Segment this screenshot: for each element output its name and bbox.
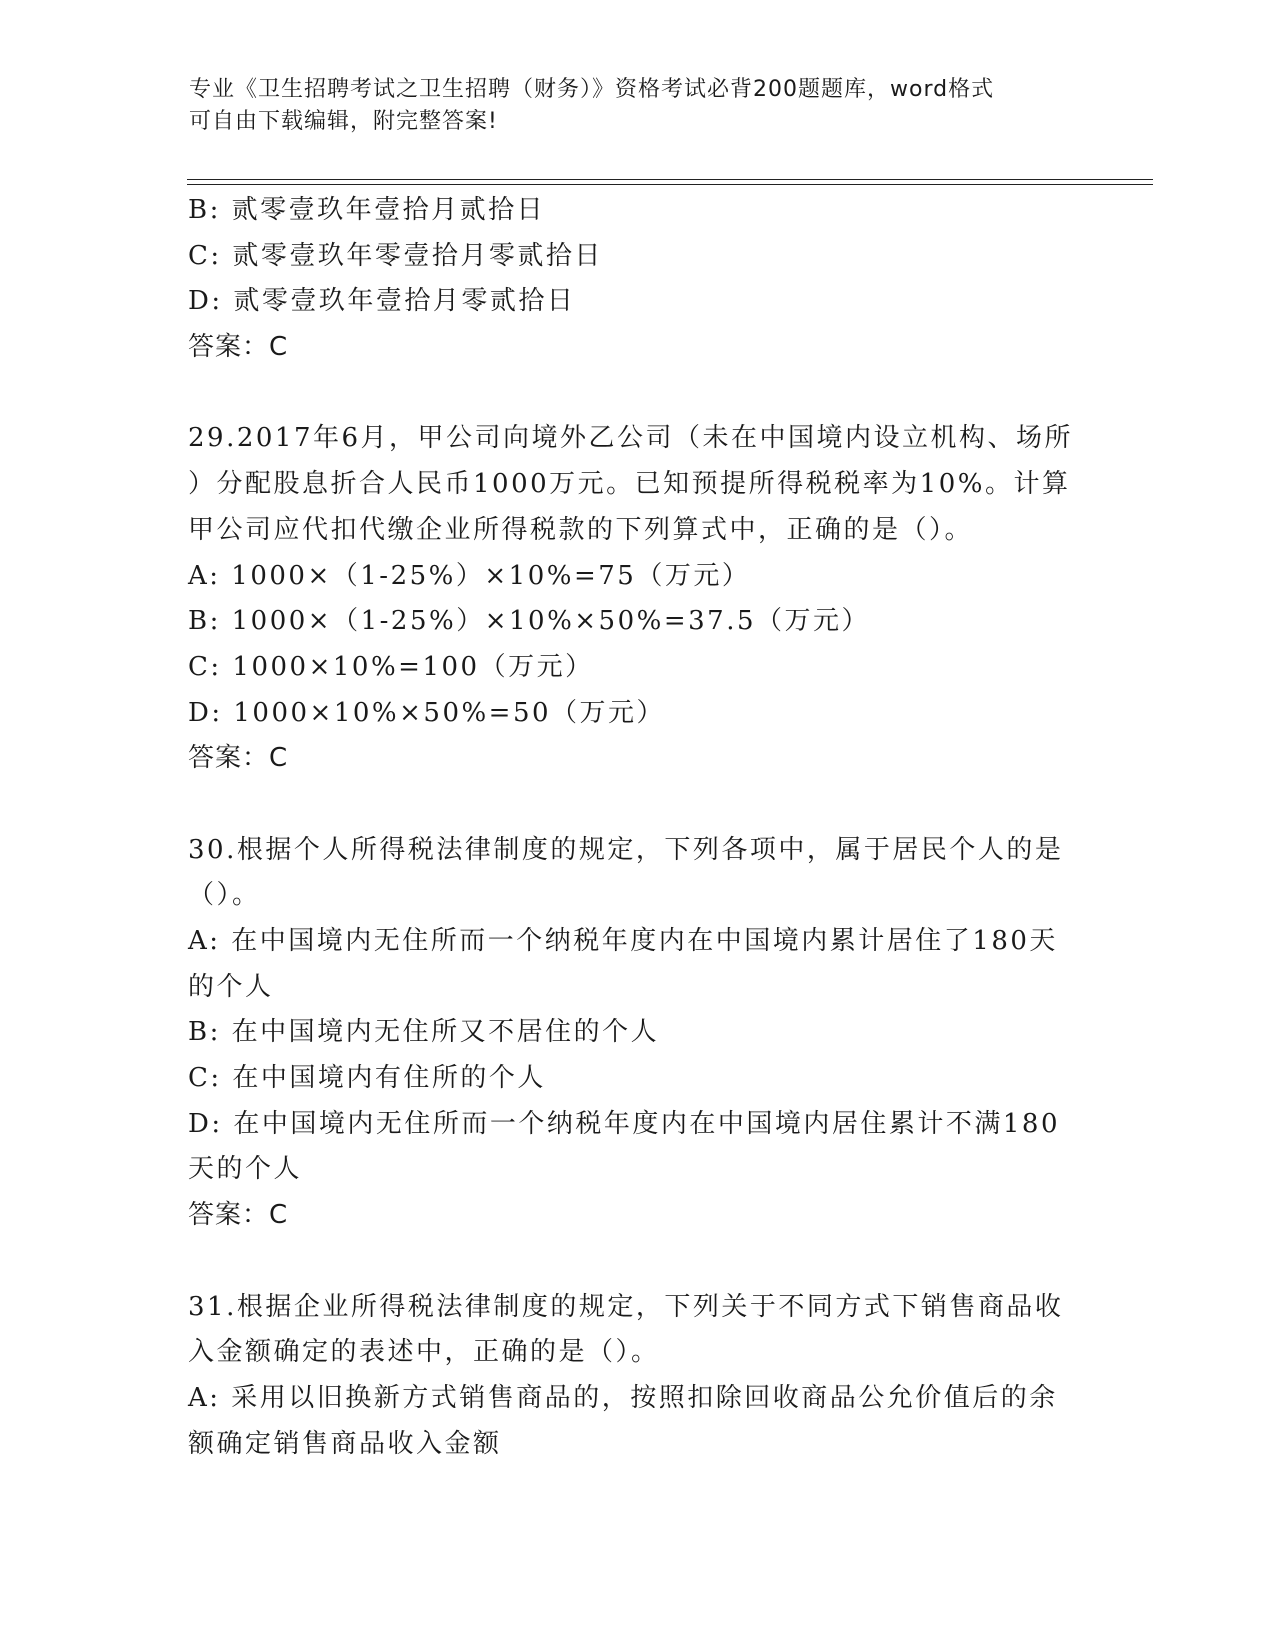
option-c: C: 1000×10%=100（万元） <box>188 651 594 682</box>
option-d: D: 1000×10%×50%=50（万元） <box>188 697 666 728</box>
question-stem-line: （）。 <box>188 880 261 911</box>
header-line-2: 可自由下载编辑，附完整答案! <box>189 109 498 134</box>
question-stem-line: 29.2017年6月，甲公司向境外乙公司（未在中国境内设立机构、场所 <box>188 423 1074 454</box>
option-d-continued: 天的个人 <box>188 1154 303 1185</box>
spacer <box>188 782 1088 828</box>
option-a: A: 在中国境内无住所而一个纳税年度内在中国境内累计居住了180天 <box>188 926 1058 956</box>
question-stem-line: 甲公司应代扣代缴企业所得税款的下列算式中，正确的是（）。 <box>188 514 974 545</box>
option-a-continued: 额确定销售商品收入金额 <box>188 1428 502 1459</box>
header-line-1: 专业《卫生招聘考试之卫生招聘（财务）》资格考试必背200题题库，word格式 <box>189 77 995 102</box>
question-stem-line: 30.根据个人所得税法律制度的规定，下列各项中，属于居民个人的是 <box>188 834 1064 865</box>
option-c: C: 在中国境内有住所的个人 <box>188 1063 546 1094</box>
question-stem-line: 31.根据企业所得税法律制度的规定，下列关于不同方式下销售商品收 <box>188 1291 1064 1322</box>
option-b: B: 贰零壹玖年壹拾月贰拾日 <box>188 195 546 225</box>
spacer <box>188 1239 1088 1285</box>
answer: 答案：C <box>188 1200 289 1231</box>
document-header <box>189 74 1089 138</box>
question-31 <box>188 1285 1088 1468</box>
option-a: A: 1000×（1-25%）×10%=75（万元） <box>188 560 751 591</box>
question-stem-line: 入金额确定的表述中，正确的是（）。 <box>188 1337 660 1368</box>
option-a: A: 采用以旧换新方式销售商品的，按照扣除回收商品公允价值后的余 <box>188 1382 1058 1413</box>
option-b: B: 在中国境内无住所又不居住的个人 <box>188 1017 660 1048</box>
option-c: C: 贰零壹玖年零壹拾月零贰拾日 <box>188 240 603 271</box>
question-28-continued <box>188 188 1088 371</box>
question-30 <box>188 828 1088 1239</box>
answer: 答案：C <box>188 743 289 774</box>
question-stem-line: ）分配股息折合人民币1000万元。已知预提所得税税率为10%。计算 <box>188 469 1071 500</box>
answer: 答案：C <box>188 332 289 363</box>
option-b: B: 1000×（1-25%）×10%×50%=37.5（万元） <box>188 606 871 637</box>
header-divider-top <box>187 179 1153 180</box>
spacer <box>188 371 1088 417</box>
question-29 <box>188 416 1088 782</box>
option-d: D: 在中国境内无住所而一个纳税年度内在中国境内居住累计不满180 <box>188 1108 1060 1139</box>
option-a-continued: 的个人 <box>188 971 274 1002</box>
document-body <box>188 188 1088 1467</box>
header-divider-bottom <box>187 184 1153 185</box>
option-d: D: 贰零壹玖年壹拾月零贰拾日 <box>188 286 576 317</box>
